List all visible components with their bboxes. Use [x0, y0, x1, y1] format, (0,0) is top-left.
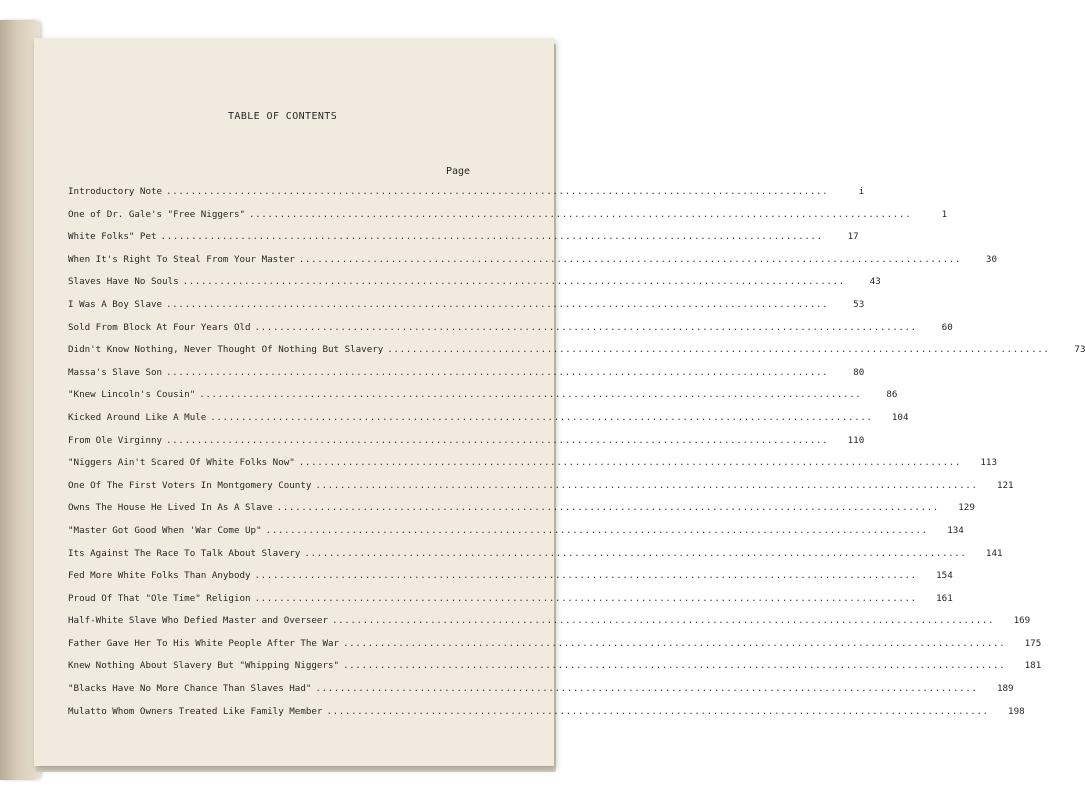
toc-entry-page: 154 — [936, 570, 953, 582]
toc-entry — [68, 253, 997, 277]
toc-entry — [68, 524, 964, 548]
toc-entry-title: One of Dr. Gale's "Free Niggers" — [68, 208, 246, 220]
toc-entry-page: 86 — [886, 389, 898, 401]
toc-entry-title: When It's Right To Steal From Your Master — [68, 253, 295, 265]
toc-entry — [68, 434, 865, 458]
page-column-label: Page — [446, 166, 471, 177]
toc-entry — [68, 615, 1031, 638]
toc-dot-leader: ............................................................................................................ — [343, 660, 1006, 672]
toc-entry-title: Owns The House He Lived In As A Slave — [68, 502, 273, 514]
toc-entry — [68, 321, 953, 345]
toc-entry-title: One Of The First Voters In Montgomery County — [68, 479, 312, 491]
toc-entry — [68, 592, 953, 616]
toc-entry — [68, 276, 881, 299]
toc-entry — [68, 344, 1085, 367]
toc-entry-title: Kicked Around Like A Mule — [68, 411, 207, 423]
toc-dot-leader: ............................................................................................................ — [182, 276, 845, 288]
toc-entry — [68, 570, 953, 593]
toc-dot-leader: ............................................................................................................ — [199, 389, 862, 401]
toc-dot-leader: ............................................................................................................ — [343, 637, 1006, 649]
toc-entry — [68, 457, 997, 480]
toc-dot-leader: ............................................................................................................ — [254, 321, 917, 333]
toc-entry-page: 198 — [1008, 705, 1025, 717]
toc-dot-leader: ............................................................................................................ — [254, 592, 917, 604]
toc-entry — [68, 479, 1014, 503]
toc-dot-leader: ............................................................................................................ — [265, 524, 928, 536]
toc-entry — [68, 208, 948, 232]
toc-dot-leader: ............................................................................................................ — [331, 615, 995, 627]
toc-entry-page: 60 — [941, 321, 953, 333]
toc-dot-leader: ............................................................................................................ — [254, 570, 917, 582]
toc-entry-title: Massa's Slave Son — [68, 366, 163, 378]
toc-entry-title: "Master Got Good When 'War Come Up" — [68, 524, 262, 536]
toc-entry-page: 1 — [941, 208, 948, 220]
toc-entry-page: 175 — [1024, 637, 1042, 649]
toc-dot-leader: ............................................................................................................ — [387, 344, 1050, 356]
toc-entry-title: Mulatto Whom Owners Treated Like Family Member — [68, 705, 323, 717]
toc-entry — [68, 366, 865, 390]
toc-entry-title: Proud Of That "Ole Time" Religion — [68, 592, 251, 604]
toc-entry-title: Slaves Have No Souls — [68, 276, 179, 288]
toc-entry-page: 169 — [1013, 615, 1031, 627]
toc-dot-leader: ............................................................................................................ — [166, 298, 829, 310]
toc-entry-page: 104 — [891, 411, 909, 423]
toc-entry-title: Introductory Note — [68, 186, 163, 197]
toc-entry-page: 141 — [985, 547, 1003, 559]
toc-dot-leader: ............................................................................................................ — [166, 366, 829, 378]
toc-entry-title: Knew Nothing About Slavery But "Whipping Niggers" — [68, 660, 340, 672]
toc-dot-leader: ............................................................................................................ — [298, 457, 961, 469]
toc-dot-leader: ............................................................................................................ — [326, 705, 989, 717]
toc-entry — [68, 186, 865, 209]
toc-entry-title: Sold From Block At Four Years Old — [68, 321, 251, 333]
toc-entry-page: 129 — [958, 502, 975, 514]
toc-entry — [68, 660, 1042, 683]
toc-dot-leader: ............................................................................................................ — [166, 186, 829, 197]
toc-entry — [68, 547, 1003, 571]
toc-entry-page: 189 — [996, 683, 1014, 695]
toc-entry-page: 121 — [996, 479, 1014, 491]
toc-entry — [68, 298, 865, 322]
toc-entry — [68, 231, 859, 254]
toc-entry-title: Father Gave Her To His White People After The War — [68, 637, 340, 649]
toc-entry-title: Half-White Slave Who Defied Master and Overseer — [68, 615, 328, 627]
toc-entry-page: 30 — [985, 253, 997, 265]
toc-heading: TABLE OF CONTENTS — [228, 111, 338, 122]
toc-entry-title: Didn't Know Nothing, Never Thought Of Nothing But Slavery — [68, 344, 384, 356]
toc-entry-page: i — [858, 186, 865, 197]
toc-entry-title: Its Against The Race To Talk About Slavery — [68, 547, 301, 559]
toc-dot-leader: ............................................................................................................ — [304, 547, 967, 559]
toc-entry-page: 113 — [980, 457, 997, 469]
toc-entry-page: 134 — [947, 524, 964, 536]
toc-entry-title: I Was A Boy Slave — [68, 298, 163, 310]
toc-dot-leader: ............................................................................................................ — [249, 208, 912, 220]
toc-entry — [68, 411, 909, 435]
toc-entry-title: From Ole Virginny — [68, 434, 163, 446]
toc-entry-page: 53 — [853, 298, 865, 310]
toc-dot-leader: ............................................................................................................ — [210, 411, 873, 423]
toc-dot-leader: ............................................................................................................ — [166, 434, 829, 446]
toc-entry-page: 161 — [936, 592, 953, 604]
toc-entry — [68, 637, 1042, 661]
toc-dot-leader: ............................................................................................................ — [160, 231, 823, 243]
toc-entry — [68, 389, 898, 412]
toc-entry-title: "Knew Lincoln's Cousin" — [68, 389, 196, 401]
toc-entry — [68, 502, 975, 525]
toc-entry-title: White Folks" Pet — [68, 231, 157, 243]
toc-entry-title: Fed More White Folks Than Anybody — [68, 570, 251, 582]
toc-entry-page: 110 — [847, 434, 865, 446]
toc-entry — [68, 705, 1025, 729]
toc-dot-leader: ............................................................................................................ — [315, 683, 978, 695]
toc-entry-page: 17 — [847, 231, 859, 243]
toc-entry-title: "Niggers Ain't Scared Of White Folks Now" — [68, 457, 295, 469]
toc-entry — [68, 683, 1014, 706]
toc-entry-title: "Blacks Have No More Chance Than Slaves Had" — [68, 683, 312, 695]
toc-entry-page: 43 — [869, 276, 881, 288]
toc-entry-page: 73 — [1074, 344, 1085, 356]
toc-list — [68, 186, 1085, 728]
toc-dot-leader: ............................................................................................................ — [315, 479, 978, 491]
toc-entry-page: 80 — [853, 366, 865, 378]
toc-entry-page: 181 — [1024, 660, 1042, 672]
toc-dot-leader: ............................................................................................................ — [298, 253, 961, 265]
toc-dot-leader: ............................................................................................................ — [276, 502, 939, 514]
